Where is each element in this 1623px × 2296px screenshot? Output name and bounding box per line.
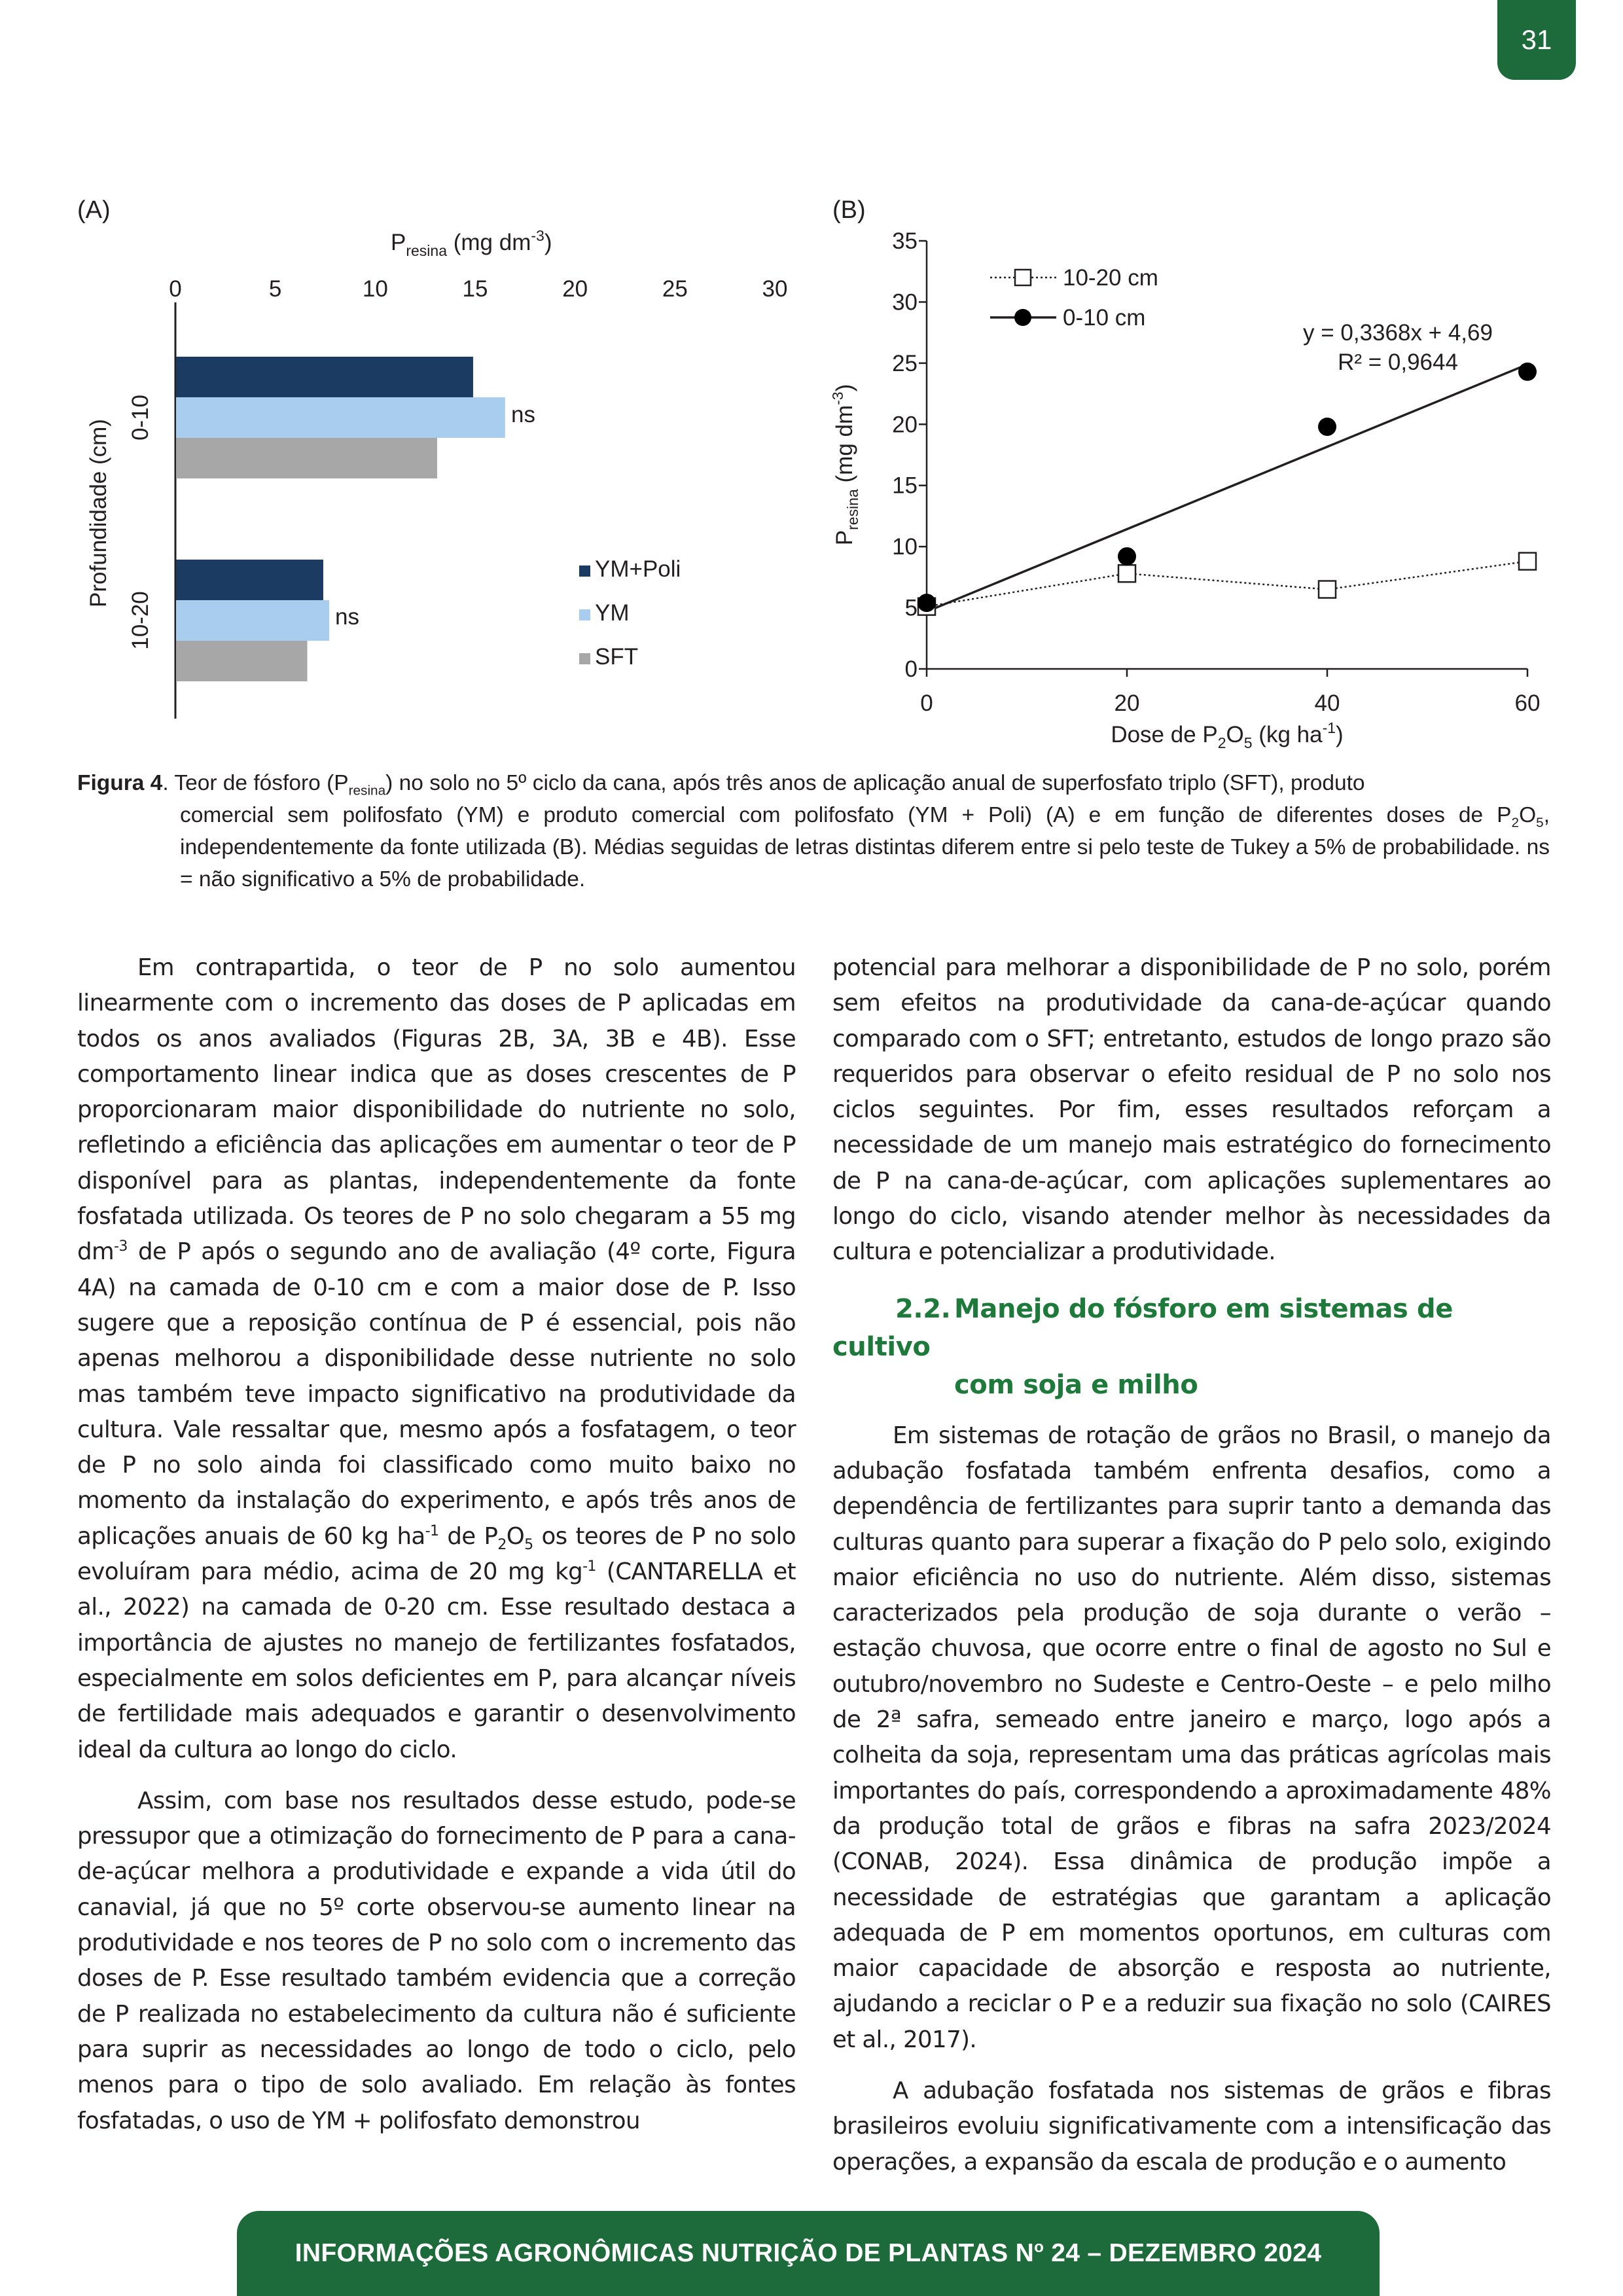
figure-caption (77, 767, 1550, 895)
bar-sft-10-20 (176, 641, 308, 681)
panel-b-x-tick-label: 20 (1114, 691, 1140, 716)
legend-label: YM (595, 600, 630, 626)
footer-banner (237, 2211, 1380, 2296)
panel-a-x-tick-label: 30 (762, 276, 788, 302)
bar-ym-0-10 (176, 397, 505, 438)
panel-a-x-tick-label: 15 (462, 276, 488, 302)
section-title-line-2: com soja e milho (954, 1369, 1198, 1400)
panel-a-category-label: 10-20 (128, 591, 153, 650)
point-0-10-cm (918, 594, 936, 612)
panel-b-axis-ticks (892, 228, 1540, 716)
text-column-left (77, 950, 796, 2139)
panel-b-y-tick-label: 25 (892, 350, 918, 376)
paragraph: Assim, com base nos resultados desse estudo, pode-se pressupor que a otimização do fornecimento de P para a cana-de-açúcar melhora a produtividade e expande a vida útil do canavial, já que no 5º corte observou-se aumento linear na produtividade e nos teores de P no solo com o incremento das doses de P. Esse resultado também evidencia que a correção de P realizada no estabelecimento da cultura não é suficiente para suprir as necessidades ao longo de todo o ciclo, pelo menos para o tipo de solo avaliado. Em relação às fontes fosfatadas, o uso de YM + polifosfato demonstrou (77, 1787, 796, 2134)
panel-a-x-tick-label: 10 (362, 276, 388, 302)
annotation-ns-10-20: ns (335, 604, 359, 630)
panel-a-ylabel: Profundidade (cm) (86, 419, 111, 607)
legend-label: 0-10 cm (1063, 305, 1146, 331)
panel-b-y-tick-label: 5 (904, 595, 918, 621)
panel-b-series (918, 363, 1537, 615)
panel-b-y-tick-label: 35 (892, 228, 918, 254)
panel-b-y-tick-label: 20 (892, 412, 918, 438)
point-0-10-cm (1318, 418, 1336, 436)
legend-swatch (579, 653, 590, 664)
panel-a-x-tick-label: 5 (268, 276, 282, 302)
panel-a-categories (128, 395, 153, 650)
panel-a-x-tick-label: 0 (169, 276, 182, 302)
point-10-20-cm (1319, 581, 1336, 598)
bar-ym-poli-10-20 (176, 560, 323, 600)
panel-a-label: (A) (77, 196, 111, 224)
series-line-10-20-cm (927, 562, 1527, 607)
legend-label: 10-20 cm (1063, 265, 1158, 291)
point-0-10-cm (1518, 363, 1537, 381)
panel-b-ylabel: $P_{resina}$ (mg $dm^{-3}$) (829, 384, 861, 546)
panel-b-x-tick-label: 60 (1514, 691, 1541, 716)
panel-b-x-tick-label: 40 (1314, 691, 1340, 716)
legend-swatch (579, 565, 590, 577)
bar-sft-0-10 (176, 438, 437, 478)
panel-b-label: (B) (832, 196, 866, 224)
bar-ym-10-20 (176, 600, 329, 641)
caption-continuation: comercial sem polifosfato (YM) e produto comercial com polifosfato (YM + Poli) (A) e em função de diferentes doses de $P_2O_5$, independentemente da fonte utilizada (B). Médias seguidas de letras distintas diferem entre si pelo teste de Tukey a 5% de probabilidade. ns = não significativo a 5% de probabilidade. (180, 803, 1550, 891)
caption-line-1: Figura 4. Teor de fósforo $(P_{resina})$ no solo no 5º ciclo da cana, após três anos de aplicação anual de superfosfato triplo (SFT), produto (77, 771, 1365, 798)
page-number: 31 (1521, 24, 1552, 55)
paragraph: Em sistemas de rotação de grãos no Brasil, o manejo da adubação fosfatada também enfrenta desafios, como a dependência de fertilizantes para suprir tanto a demanda das culturas quanto para superar a fixação do P pelo solo, exigindo maior eficiência no uso do nutriente. Além disso, sistemas caracterizados pela produção de soja durante o verão – estação chuvosa, que ocorre entre o final de agosto no Sul e outubro/novembro no Sudeste e Centro-Oeste – e pelo milho de 2ª safra, semeado entre janeiro e março, logo após a colheita da soja, representam uma das práticas agrícolas mais importantes do país, correspondendo a aproximadamente 48% da produção total de grãos e fibras na safra 2023/2024 (CONAB, 2024). Essa dinâmica de produção impõe a necessidade de estratégias que garantam a aplicação adequada de P em momentos oportunos, em culturas com maior capacidade de absorção e resposta ao nutriente, ajudando a reciclar o P e a reduzir sua fixação no solo (CAIRES et al., 2017). (832, 1422, 1551, 2053)
point-10-20-cm (1118, 565, 1135, 582)
point-10-20-cm (1519, 553, 1536, 570)
section-number: 2.2. (895, 1293, 951, 1324)
trendline-equation: y = 0,3368x + 4,69 (1303, 320, 1493, 346)
legend-marker-0-10-cm (1014, 309, 1031, 326)
section-title-line-1: Manejo do fósforo em sistemas de cultivo (832, 1293, 1453, 1362)
legend-swatch (579, 609, 590, 620)
panel-a-bars (176, 357, 505, 681)
footer-text: INFORMAÇÕES AGRONÔMICAS NUTRIÇÃO DE PLANTAS $N^o$ 24 – DEZEMBRO 2024 (294, 2238, 1322, 2267)
legend-label: SFT (595, 644, 639, 670)
panel-a-xlabel: $P_{resina}$ (mg $dm^{-3}$) (391, 227, 552, 259)
figure-4 (0, 0, 1623, 759)
point-0-10-cm (1118, 547, 1136, 565)
legend-marker-10-20-cm (1015, 270, 1031, 285)
caption-label: Figura 4 (77, 771, 163, 795)
trendline-r-squared: R² = 0,9644 (1338, 350, 1458, 375)
bar-ym-poli-0-10 (176, 357, 473, 397)
panel-b-y-tick-label: 15 (892, 473, 918, 499)
panel-b-y-tick-label: 10 (892, 534, 918, 560)
section-heading (832, 1290, 1551, 1404)
panel-b-y-tick-label: 0 (904, 656, 918, 682)
panel-a-legend (579, 556, 681, 670)
legend-label: YM+Poli (595, 556, 681, 582)
paragraph: Em contrapartida, o teor de P no solo aumentou linearmente com o incremento das doses de P aplicadas em todos os anos avaliados (Figuras 2B, 3A, 3B e 4B). Esse comportamento linear indica que as doses crescentes de P proporcionaram maior disponibilidade do nutriente no solo, refletindo a eficiência das aplicações em aumentar o teor de P disponível para as plantas, independentemente da fonte fosfatada utilizada. Os teores de P no solo chegaram a 55 mg $dm^{-3}$ de P após o segundo ano de avaliação (4º corte, Figura 4A) na camada de 0-10 cm e com a maior dose de P. Isso sugere que a reposição contínua de P é essencial, pois não apenas melhorou a disponibilidade desse nutriente no solo mas também teve impacto significativo na produtividade da cultura. Vale ressaltar que, mesmo após a fosfatagem, o teor de P no solo ainda foi classificado como muito baixo no momento da instalação do experimento, e após três anos de aplicações anuais de 60 kg $ha^{-1}$ de $P_2O_5$ os teores de P no solo evoluíram para médio, acima de 20 mg $kg^{-1}$ (CANTARELLA et al., 2022) na camada de 0-20 cm. Esse resultado destaca a importância de ajustes no manejo de fertilizantes fosfatados, especialmente em solos deficientes em P, para alcançar níveis de fertilidade mais adequados e garantir o desenvolvimento ideal da cultura ao longo do ciclo. (77, 954, 796, 1763)
paragraph: A adubação fosfatada nos sistemas de grãos e fibras brasileiros evoluiu significativamente com a intensificação das operações, a expansão da escala de produção e o aumento (832, 2077, 1551, 2176)
panel-a-x-tick-label: 25 (662, 276, 688, 302)
panel-b-x-tick-label: 0 (920, 691, 933, 716)
panel-a-x-axis-ticks (169, 276, 787, 302)
annotation-ns-0-10: ns (511, 402, 535, 427)
text-column-right (832, 950, 1551, 2180)
panel-b-legend (990, 265, 1158, 331)
panel-a-category-label: 0-10 (128, 394, 153, 441)
panel-b-xlabel: Dose de $P_2O_5$ (kg $ha^{-1}$) (1111, 719, 1344, 751)
panel-b-y-tick-label: 30 (892, 289, 918, 315)
panel-a-x-tick-label: 20 (562, 276, 588, 302)
paragraph: potencial para melhorar a disponibilidade de P no solo, porém sem efeitos na produtividade da cana-de-açúcar quando comparado com o SFT; entretanto, estudos de longo prazo são requeridos para observar o efeito residual de P no solo nos ciclos seguintes. Por fim, esses resultados reforçam a necessidade de um manejo mais estratégico do fornecimento de P na cana-de-açúcar, com aplicações suplementares ao longo do ciclo, visando atender melhor às necessidades da cultura e potencializar a produtividade. (832, 954, 1551, 1266)
